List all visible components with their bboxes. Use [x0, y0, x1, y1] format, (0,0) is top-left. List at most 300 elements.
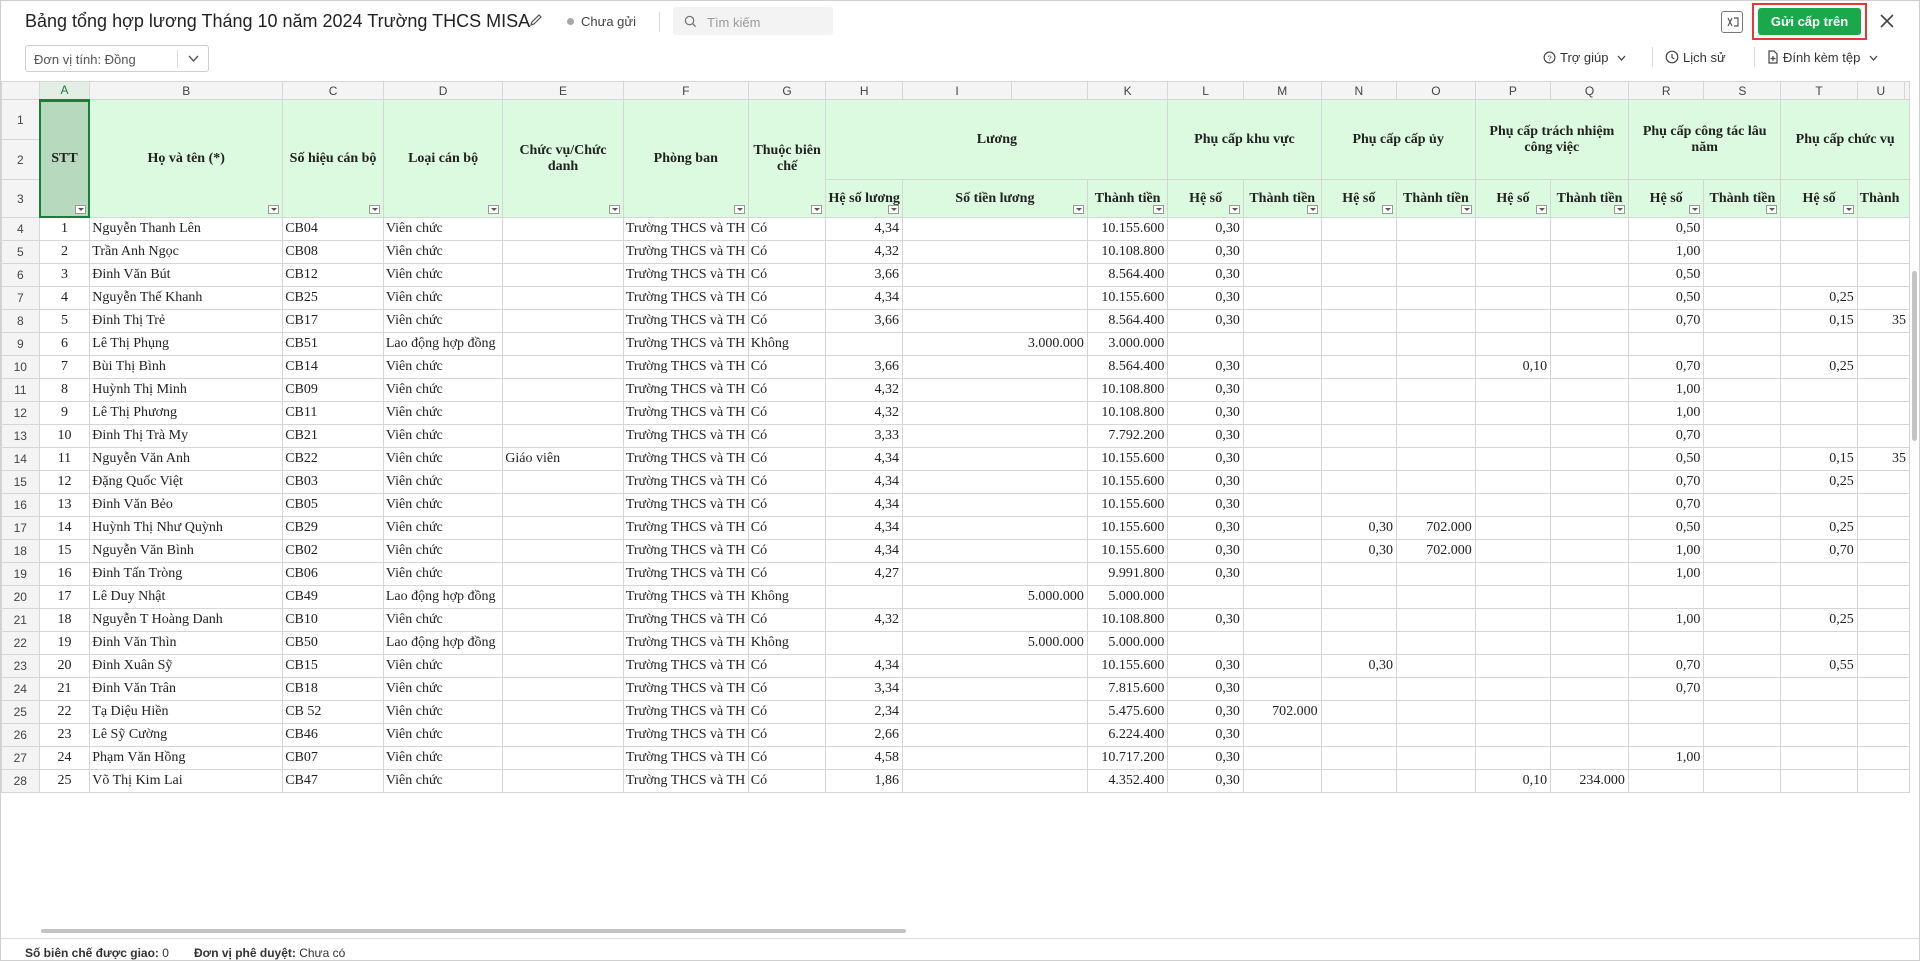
header-name[interactable] [90, 100, 283, 218]
seniority-total-cell[interactable] [1704, 540, 1781, 563]
party-total-cell[interactable] [1397, 655, 1476, 678]
stt-cell[interactable]: 24 [39, 747, 90, 770]
department-cell[interactable]: Trường THCS và TH [623, 333, 748, 356]
vertical-scrollbar[interactable] [1912, 271, 1917, 441]
position-total-cell[interactable] [1857, 678, 1909, 701]
staff-id-cell[interactable]: CB09 [283, 379, 384, 402]
send-to-superior-button[interactable]: Gửi cấp trên [1758, 8, 1861, 35]
salary-coef-cell[interactable]: 3,66 [826, 356, 902, 379]
name-cell[interactable]: Tạ Diệu Hiền [90, 701, 283, 724]
area-coef-cell[interactable] [1168, 333, 1243, 356]
area-coef-cell[interactable]: 0,30 [1168, 448, 1243, 471]
in-quota-cell[interactable]: Không [748, 586, 826, 609]
party-total-cell[interactable] [1397, 747, 1476, 770]
row-number[interactable]: 8 [2, 310, 40, 333]
salary-amount-cell[interactable] [902, 678, 1087, 701]
department-cell[interactable]: Trường THCS và TH [623, 724, 748, 747]
resp-coef-cell[interactable] [1475, 517, 1550, 540]
party-coef-cell[interactable] [1321, 402, 1396, 425]
salary-coef-cell[interactable]: 4,34 [826, 218, 902, 241]
salary-amount-cell[interactable] [902, 402, 1087, 425]
filter-icon[interactable] [1766, 205, 1777, 214]
column-letter[interactable]: R [1628, 82, 1703, 100]
resp-coef-cell[interactable] [1475, 701, 1550, 724]
in-quota-cell[interactable]: Có [748, 356, 826, 379]
seniority-total-cell[interactable] [1704, 310, 1781, 333]
salary-amount-cell[interactable] [902, 563, 1087, 586]
row-number[interactable]: 27 [2, 747, 40, 770]
resp-coef-cell[interactable] [1475, 218, 1550, 241]
party-coef-cell[interactable]: 0,30 [1321, 655, 1396, 678]
search-input[interactable] [705, 12, 829, 32]
party-total-cell[interactable] [1397, 678, 1476, 701]
seniority-total-cell[interactable] [1704, 586, 1781, 609]
department-cell[interactable]: Trường THCS và TH [623, 402, 748, 425]
party-total-cell[interactable] [1397, 287, 1476, 310]
seniority-coef-cell[interactable] [1628, 333, 1703, 356]
position-total-cell[interactable] [1857, 724, 1909, 747]
position-total-cell[interactable] [1857, 770, 1909, 793]
area-total-cell[interactable] [1243, 287, 1321, 310]
area-coef-cell[interactable]: 0,30 [1168, 356, 1243, 379]
position-coef-cell[interactable] [1781, 586, 1857, 609]
salary-amount-cell[interactable] [902, 701, 1087, 724]
resp-total-cell[interactable] [1551, 517, 1629, 540]
resp-coef-cell[interactable] [1475, 632, 1550, 655]
party-total-cell[interactable] [1397, 356, 1476, 379]
position-coef-cell[interactable] [1781, 379, 1857, 402]
staff-type-cell[interactable]: Viên chức [383, 241, 502, 264]
header-party-total[interactable] [1397, 180, 1476, 218]
party-coef-cell[interactable] [1321, 563, 1396, 586]
column-letter[interactable]: E [503, 82, 624, 100]
area-total-cell[interactable] [1243, 724, 1321, 747]
position-cell[interactable] [503, 747, 624, 770]
resp-coef-cell[interactable]: 0,10 [1475, 356, 1550, 379]
stt-cell[interactable]: 17 [39, 586, 90, 609]
seniority-total-cell[interactable] [1704, 218, 1781, 241]
stt-cell[interactable]: 18 [39, 609, 90, 632]
resp-total-cell[interactable] [1551, 609, 1629, 632]
salary-coef-cell[interactable] [826, 333, 902, 356]
pencil-icon[interactable] [528, 12, 544, 33]
salary-total-cell[interactable]: 6.224.400 [1087, 724, 1168, 747]
salary-amount-cell[interactable]: 3.000.000 [902, 333, 1087, 356]
salary-coef-cell[interactable] [826, 632, 902, 655]
resp-coef-cell[interactable] [1475, 609, 1550, 632]
resp-total-cell[interactable] [1551, 218, 1629, 241]
salary-coef-cell[interactable]: 3,66 [826, 310, 902, 333]
staff-id-cell[interactable]: CB 52 [283, 701, 384, 724]
name-cell[interactable]: Bùi Thị Bình [90, 356, 283, 379]
position-cell[interactable] [503, 770, 624, 793]
stt-cell[interactable]: 19 [39, 632, 90, 655]
position-total-cell[interactable] [1857, 586, 1909, 609]
column-letter[interactable] [1905, 82, 1910, 100]
salary-coef-cell[interactable]: 4,34 [826, 517, 902, 540]
row-number[interactable]: 16 [2, 494, 40, 517]
filter-icon[interactable] [1073, 205, 1084, 214]
area-total-cell[interactable] [1243, 425, 1321, 448]
seniority-total-cell[interactable] [1704, 724, 1781, 747]
seniority-coef-cell[interactable]: 1,00 [1628, 241, 1703, 264]
row-number[interactable]: 20 [2, 586, 40, 609]
seniority-coef-cell[interactable] [1628, 701, 1703, 724]
salary-amount-cell[interactable] [902, 448, 1087, 471]
resp-total-cell[interactable] [1551, 379, 1629, 402]
row-number[interactable]: 25 [2, 701, 40, 724]
resp-coef-cell[interactable] [1475, 563, 1550, 586]
department-cell[interactable]: Trường THCS và TH [623, 563, 748, 586]
unit-select[interactable] [25, 45, 209, 72]
position-cell[interactable] [503, 632, 624, 655]
area-coef-cell[interactable]: 0,30 [1168, 287, 1243, 310]
in-quota-cell[interactable]: Có [748, 770, 826, 793]
area-total-cell[interactable] [1243, 333, 1321, 356]
resp-total-cell[interactable] [1551, 586, 1629, 609]
department-cell[interactable]: Trường THCS và TH [623, 770, 748, 793]
area-total-cell[interactable] [1243, 770, 1321, 793]
salary-total-cell[interactable]: 10.155.600 [1087, 448, 1168, 471]
staff-id-cell[interactable]: CB50 [283, 632, 384, 655]
filter-icon[interactable] [1382, 205, 1393, 214]
salary-total-cell[interactable]: 4.352.400 [1087, 770, 1168, 793]
salary-total-cell[interactable]: 10.155.600 [1087, 287, 1168, 310]
party-total-cell[interactable] [1397, 448, 1476, 471]
area-coef-cell[interactable]: 0,30 [1168, 402, 1243, 425]
in-quota-cell[interactable]: Không [748, 333, 826, 356]
area-coef-cell[interactable]: 0,30 [1168, 701, 1243, 724]
position-total-cell[interactable] [1857, 471, 1909, 494]
seniority-coef-cell[interactable]: 0,70 [1628, 356, 1703, 379]
salary-total-cell[interactable]: 5.000.000 [1087, 586, 1168, 609]
staff-id-cell[interactable]: CB51 [283, 333, 384, 356]
header-party-coef[interactable] [1321, 180, 1396, 218]
staff-id-cell[interactable]: CB14 [283, 356, 384, 379]
staff-type-cell[interactable]: Viên chức [383, 379, 502, 402]
area-total-cell[interactable] [1243, 747, 1321, 770]
seniority-coef-cell[interactable]: 1,00 [1628, 379, 1703, 402]
seniority-total-cell[interactable] [1704, 333, 1781, 356]
salary-coef-cell[interactable]: 4,32 [826, 402, 902, 425]
filter-icon[interactable] [1689, 205, 1700, 214]
staff-type-cell[interactable]: Viên chức [383, 448, 502, 471]
seniority-coef-cell[interactable] [1628, 632, 1703, 655]
position-total-cell[interactable] [1857, 402, 1909, 425]
area-coef-cell[interactable]: 0,30 [1168, 494, 1243, 517]
row-number[interactable]: 28 [2, 770, 40, 793]
position-coef-cell[interactable]: 0,15 [1781, 448, 1857, 471]
in-quota-cell[interactable]: Có [748, 310, 826, 333]
salary-total-cell[interactable]: 5.000.000 [1087, 632, 1168, 655]
resp-total-cell[interactable] [1551, 471, 1629, 494]
area-total-cell[interactable] [1243, 494, 1321, 517]
staff-type-cell[interactable]: Viên chức [383, 747, 502, 770]
salary-total-cell[interactable]: 9.991.800 [1087, 563, 1168, 586]
seniority-coef-cell[interactable]: 1,00 [1628, 563, 1703, 586]
column-letter[interactable]: C [283, 82, 384, 100]
staff-id-cell[interactable]: CB10 [283, 609, 384, 632]
column-letter[interactable]: F [623, 82, 748, 100]
area-coef-cell[interactable]: 0,30 [1168, 540, 1243, 563]
salary-amount-cell[interactable] [902, 747, 1087, 770]
area-coef-cell[interactable]: 0,30 [1168, 379, 1243, 402]
position-total-cell[interactable]: 35 [1857, 448, 1909, 471]
department-cell[interactable]: Trường THCS và TH [623, 471, 748, 494]
stt-cell[interactable]: 14 [39, 517, 90, 540]
party-coef-cell[interactable] [1321, 678, 1396, 701]
name-cell[interactable]: Đinh Văn Thìn [90, 632, 283, 655]
salary-coef-cell[interactable]: 1,86 [826, 770, 902, 793]
seniority-coef-cell[interactable]: 0,50 [1628, 218, 1703, 241]
resp-coef-cell[interactable] [1475, 310, 1550, 333]
in-quota-cell[interactable]: Có [748, 379, 826, 402]
position-total-cell[interactable] [1857, 632, 1909, 655]
seniority-coef-cell[interactable]: 0,70 [1628, 310, 1703, 333]
party-coef-cell[interactable] [1321, 701, 1396, 724]
salary-total-cell[interactable]: 10.108.800 [1087, 402, 1168, 425]
area-total-cell[interactable] [1243, 471, 1321, 494]
area-total-cell[interactable] [1243, 356, 1321, 379]
party-total-cell[interactable] [1397, 218, 1476, 241]
salary-coef-cell[interactable]: 2,66 [826, 724, 902, 747]
row-number[interactable]: 10 [2, 356, 40, 379]
area-total-cell[interactable]: 702.000 [1243, 701, 1321, 724]
salary-total-cell[interactable]: 10.108.800 [1087, 609, 1168, 632]
party-coef-cell[interactable] [1321, 241, 1396, 264]
salary-amount-cell[interactable] [902, 379, 1087, 402]
name-cell[interactable]: Lê Thị Phương [90, 402, 283, 425]
stt-cell[interactable]: 9 [39, 402, 90, 425]
resp-coef-cell[interactable] [1475, 448, 1550, 471]
area-total-cell[interactable] [1243, 678, 1321, 701]
position-coef-cell[interactable] [1781, 724, 1857, 747]
seniority-coef-cell[interactable] [1628, 770, 1703, 793]
column-letter[interactable] [1012, 82, 1088, 100]
area-coef-cell[interactable]: 0,30 [1168, 609, 1243, 632]
stt-cell[interactable]: 15 [39, 540, 90, 563]
party-coef-cell[interactable] [1321, 747, 1396, 770]
department-cell[interactable]: Trường THCS và TH [623, 425, 748, 448]
party-total-cell[interactable] [1397, 402, 1476, 425]
name-cell[interactable]: Đinh Xuân Sỹ [90, 655, 283, 678]
resp-coef-cell[interactable] [1475, 264, 1550, 287]
name-cell[interactable]: Lê Duy Nhật [90, 586, 283, 609]
position-coef-cell[interactable] [1781, 701, 1857, 724]
resp-coef-cell[interactable] [1475, 494, 1550, 517]
in-quota-cell[interactable]: Có [748, 425, 826, 448]
department-cell[interactable]: Trường THCS và TH [623, 609, 748, 632]
position-total-cell[interactable] [1857, 379, 1909, 402]
area-coef-cell[interactable]: 0,30 [1168, 655, 1243, 678]
staff-type-cell[interactable]: Viên chức [383, 287, 502, 310]
staff-type-cell[interactable]: Viên chức [383, 701, 502, 724]
seniority-coef-cell[interactable]: 0,50 [1628, 287, 1703, 310]
column-letter[interactable]: G [748, 82, 826, 100]
party-total-cell[interactable] [1397, 563, 1476, 586]
staff-type-cell[interactable]: Viên chức [383, 563, 502, 586]
area-coef-cell[interactable]: 0,30 [1168, 517, 1243, 540]
resp-total-cell[interactable] [1551, 356, 1629, 379]
party-total-cell[interactable]: 702.000 [1397, 517, 1476, 540]
resp-total-cell[interactable] [1551, 402, 1629, 425]
stt-cell[interactable]: 2 [39, 241, 90, 264]
staff-type-cell[interactable]: Viên chức [383, 218, 502, 241]
department-cell[interactable]: Trường THCS và TH [623, 655, 748, 678]
resp-total-cell[interactable] [1551, 563, 1629, 586]
header-position[interactable] [503, 100, 624, 218]
in-quota-cell[interactable]: Có [748, 402, 826, 425]
staff-id-cell[interactable]: CB12 [283, 264, 384, 287]
stt-cell[interactable]: 22 [39, 701, 90, 724]
filter-icon[interactable] [734, 205, 745, 214]
column-letter[interactable]: N [1321, 82, 1396, 100]
area-coef-cell[interactable]: 0,30 [1168, 747, 1243, 770]
column-letter[interactable]: Q [1551, 82, 1629, 100]
seniority-total-cell[interactable] [1704, 241, 1781, 264]
in-quota-cell[interactable]: Có [748, 517, 826, 540]
salary-amount-cell[interactable] [902, 218, 1087, 241]
staff-id-cell[interactable]: CB02 [283, 540, 384, 563]
staff-type-cell[interactable]: Viên chức [383, 609, 502, 632]
staff-type-cell[interactable]: Viên chức [383, 540, 502, 563]
position-total-cell[interactable] [1857, 747, 1909, 770]
salary-amount-cell[interactable] [902, 655, 1087, 678]
resp-total-cell[interactable] [1551, 425, 1629, 448]
in-quota-cell[interactable]: Có [748, 747, 826, 770]
seniority-coef-cell[interactable]: 0,70 [1628, 471, 1703, 494]
salary-coef-cell[interactable]: 4,34 [826, 448, 902, 471]
filter-icon[interactable] [609, 205, 620, 214]
header-area-coef[interactable] [1168, 180, 1243, 218]
party-total-cell[interactable]: 702.000 [1397, 540, 1476, 563]
seniority-total-cell[interactable] [1704, 379, 1781, 402]
staff-type-cell[interactable]: Viên chức [383, 724, 502, 747]
history-button[interactable] [1665, 50, 1726, 65]
column-letter[interactable]: B [90, 82, 283, 100]
party-coef-cell[interactable] [1321, 448, 1396, 471]
column-letter[interactable]: O [1397, 82, 1476, 100]
filter-icon[interactable] [1843, 205, 1854, 214]
department-cell[interactable]: Trường THCS và TH [623, 379, 748, 402]
seniority-total-cell[interactable] [1704, 287, 1781, 310]
salary-amount-cell[interactable] [902, 540, 1087, 563]
stt-cell[interactable]: 21 [39, 678, 90, 701]
filter-icon[interactable] [1229, 205, 1240, 214]
area-total-cell[interactable] [1243, 379, 1321, 402]
area-total-cell[interactable] [1243, 402, 1321, 425]
stt-cell[interactable]: 4 [39, 287, 90, 310]
staff-id-cell[interactable]: CB04 [283, 218, 384, 241]
party-coef-cell[interactable]: 0,30 [1321, 540, 1396, 563]
column-letter[interactable]: I [902, 82, 1011, 100]
seniority-coef-cell[interactable]: 1,00 [1628, 540, 1703, 563]
resp-coef-cell[interactable] [1475, 540, 1550, 563]
salary-coef-cell[interactable]: 4,27 [826, 563, 902, 586]
position-total-cell[interactable] [1857, 609, 1909, 632]
staff-id-cell[interactable]: CB03 [283, 471, 384, 494]
row-number[interactable]: 4 [2, 218, 40, 241]
column-letter[interactable]: L [1168, 82, 1243, 100]
row-number[interactable]: 18 [2, 540, 40, 563]
salary-total-cell[interactable]: 10.155.600 [1087, 494, 1168, 517]
seniority-total-cell[interactable] [1704, 448, 1781, 471]
resp-coef-cell[interactable] [1475, 747, 1550, 770]
header-staff-id[interactable] [283, 100, 384, 218]
position-total-cell[interactable] [1857, 218, 1909, 241]
position-coef-cell[interactable] [1781, 425, 1857, 448]
party-total-cell[interactable] [1397, 494, 1476, 517]
salary-coef-cell[interactable]: 4,58 [826, 747, 902, 770]
party-coef-cell[interactable] [1321, 586, 1396, 609]
row-number[interactable]: 7 [2, 287, 40, 310]
position-total-cell[interactable] [1857, 701, 1909, 724]
search-box[interactable] [673, 7, 833, 35]
area-total-cell[interactable] [1243, 517, 1321, 540]
resp-coef-cell[interactable] [1475, 425, 1550, 448]
resp-total-cell[interactable] [1551, 655, 1629, 678]
party-coef-cell[interactable]: 0,30 [1321, 517, 1396, 540]
resp-total-cell[interactable] [1551, 310, 1629, 333]
seniority-total-cell[interactable] [1704, 701, 1781, 724]
seniority-coef-cell[interactable]: 1,00 [1628, 402, 1703, 425]
position-total-cell[interactable] [1857, 333, 1909, 356]
row-number[interactable]: 15 [2, 471, 40, 494]
resp-coef-cell[interactable] [1475, 241, 1550, 264]
filter-icon[interactable] [1307, 205, 1318, 214]
party-total-cell[interactable] [1397, 609, 1476, 632]
position-cell[interactable] [503, 333, 624, 356]
resp-coef-cell[interactable] [1475, 287, 1550, 310]
party-total-cell[interactable] [1397, 333, 1476, 356]
seniority-coef-cell[interactable]: 0,70 [1628, 425, 1703, 448]
resp-total-cell[interactable]: 234.000 [1551, 770, 1629, 793]
filter-icon[interactable] [1614, 205, 1625, 214]
party-coef-cell[interactable] [1321, 425, 1396, 448]
party-total-cell[interactable] [1397, 724, 1476, 747]
salary-coef-cell[interactable]: 3,66 [826, 264, 902, 287]
position-coef-cell[interactable]: 0,25 [1781, 356, 1857, 379]
staff-id-cell[interactable]: CB18 [283, 678, 384, 701]
resp-total-cell[interactable] [1551, 540, 1629, 563]
filter-icon[interactable] [268, 205, 279, 214]
name-cell[interactable]: Lê Thị Phụng [90, 333, 283, 356]
salary-total-cell[interactable]: 5.475.600 [1087, 701, 1168, 724]
resp-total-cell[interactable] [1551, 701, 1629, 724]
in-quota-cell[interactable]: Có [748, 494, 826, 517]
salary-coef-cell[interactable]: 3,34 [826, 678, 902, 701]
staff-id-cell[interactable]: CB05 [283, 494, 384, 517]
position-cell[interactable] [503, 586, 624, 609]
position-coef-cell[interactable] [1781, 333, 1857, 356]
in-quota-cell[interactable]: Có [748, 678, 826, 701]
resp-total-cell[interactable] [1551, 724, 1629, 747]
position-coef-cell[interactable]: 0,25 [1781, 471, 1857, 494]
salary-coef-cell[interactable]: 4,34 [826, 655, 902, 678]
column-letter[interactable]: T [1781, 82, 1857, 100]
party-coef-cell[interactable] [1321, 356, 1396, 379]
area-coef-cell[interactable]: 0,30 [1168, 678, 1243, 701]
filter-icon[interactable] [811, 205, 822, 214]
in-quota-cell[interactable]: Có [748, 701, 826, 724]
stt-cell[interactable]: 3 [39, 264, 90, 287]
department-cell[interactable]: Trường THCS và TH [623, 540, 748, 563]
salary-amount-cell[interactable] [902, 287, 1087, 310]
header-stt[interactable] [39, 100, 90, 218]
in-quota-cell[interactable]: Có [748, 540, 826, 563]
staff-type-cell[interactable]: Lao động hợp đồng [383, 632, 502, 655]
select-all-corner[interactable] [2, 82, 40, 100]
